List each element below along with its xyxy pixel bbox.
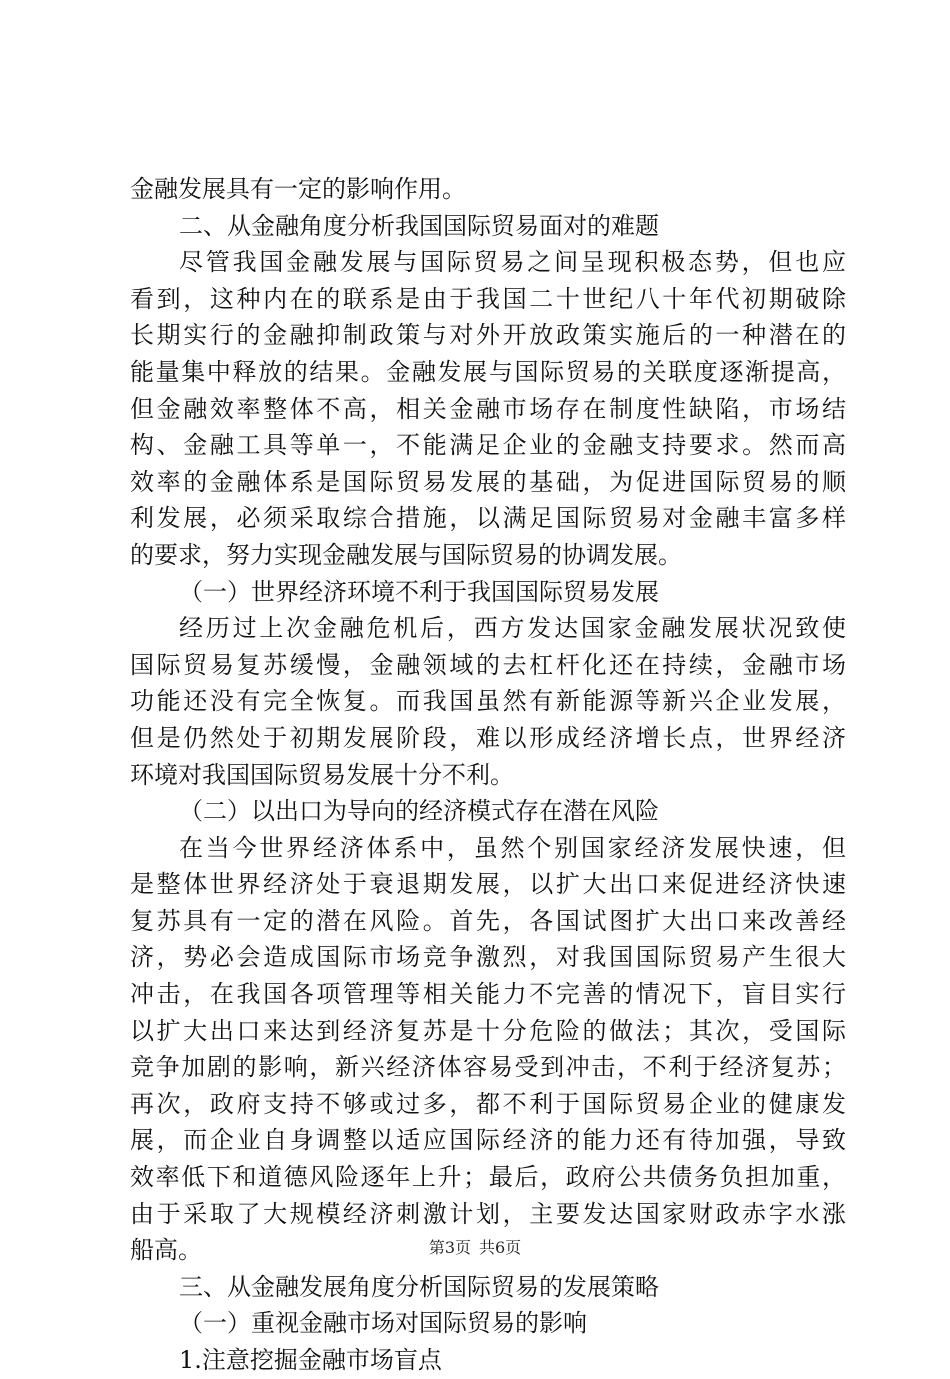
text-line: 船高。 (130, 1236, 202, 1265)
subsection-heading-2: （二）以出口为导向的经济模式存在潜在风险 (179, 797, 659, 826)
text-line: 展，而企业自身调整以适应国际经济的能力还有待加强，导致 (130, 1126, 846, 1155)
text-line: 竞争加剧的影响，新兴经济体容易受到冲击，不利于经济复苏； (130, 1053, 846, 1082)
text-line: 国际贸易复苏缓慢，金融领域的去杠杆化还在持续，金融市场 (130, 650, 846, 679)
text-line: 长期实行的金融抑制政策与对外开放政策实施后的一种潜在的 (130, 321, 846, 350)
text-line: 但金融效率整体不高，相关金融市场存在制度性缺陷，市场结 (130, 394, 846, 423)
text-line: 看到，这种内在的联系是由于我国二十世纪八十年代初期破除 (130, 284, 846, 313)
text-line: 效率低下和道德风险逐年上升；最后，政府公共债务负担加重， (130, 1163, 846, 1192)
text-line: 环境对我国国际贸易发展十分不利。 (130, 760, 514, 789)
text-line: 构、金融工具等单一，不能满足企业的金融支持要求。然而高 (130, 431, 846, 460)
page-total: 共6页 (479, 1238, 522, 1257)
item-heading-1: 1.注意挖掘金融市场盲点 (179, 1346, 442, 1374)
subsection-heading-1: （一）世界经济环境不利于我国国际贸易发展 (179, 577, 659, 606)
text-line: 在当今世界经济体系中，虽然个别国家经济发展快速，但 (179, 833, 846, 862)
section-heading-2: 二、从金融角度分析我国国际贸易面对的难题 (179, 211, 659, 240)
text-line: 的要求，努力实现金融发展与国际贸易的协调发展。 (130, 540, 682, 569)
text-line: 济，势必会造成国际市场竞争激烈，对我国国际贸易产生很大 (130, 943, 846, 972)
page-number: 第3页 (428, 1238, 471, 1257)
text-line: 尽管我国金融发展与国际贸易之间呈现积极态势，但也应 (179, 248, 846, 277)
text-line: 再次，政府支持不够或过多，都不利于国际贸易企业的健康发 (130, 1089, 846, 1118)
text-line: 但是仍然处于初期发展阶段，难以形成经济增长点，世界经济 (130, 723, 846, 752)
text-line: 经历过上次金融危机后，西方发达国家金融发展状况致使 (179, 614, 846, 643)
text-line: 能量集中释放的结果。金融发展与国际贸易的关联度逐渐提高， (130, 357, 846, 386)
text-line: 由于采取了大规模经济刺激计划，主要发达国家财政赤字水涨 (130, 1199, 846, 1228)
text-line: 是整体世界经济处于衰退期发展，以扩大出口来促进经济快速 (130, 870, 846, 899)
text-line: 冲击，在我国各项管理等相关能力不完善的情况下，盲目实行 (130, 980, 846, 1009)
text-line: 效率的金融体系是国际贸易发展的基础，为促进国际贸易的顺 (130, 467, 846, 496)
text-line: 以扩大出口来达到经济复苏是十分危险的做法；其次，受国际 (130, 1016, 846, 1045)
text-line: 复苏具有一定的潜在风险。首先，各国试图扩大出口来改善经 (130, 906, 846, 935)
text-line: 功能还没有完全恢复。而我国虽然有新能源等新兴企业发展， (130, 687, 846, 716)
page-footer (0, 1238, 950, 1258)
subsection-heading-3-1: （一）重视金融市场对国际贸易的影响 (179, 1309, 587, 1338)
document-body (130, 171, 846, 1379)
section-heading-3: 三、从金融发展角度分析国际贸易的发展策略 (179, 1272, 659, 1301)
text-line: 金融发展具有一定的影响作用。 (130, 175, 466, 203)
text-line: 利发展，必须采取综合措施，以满足国际贸易对金融丰富多样 (130, 504, 846, 533)
